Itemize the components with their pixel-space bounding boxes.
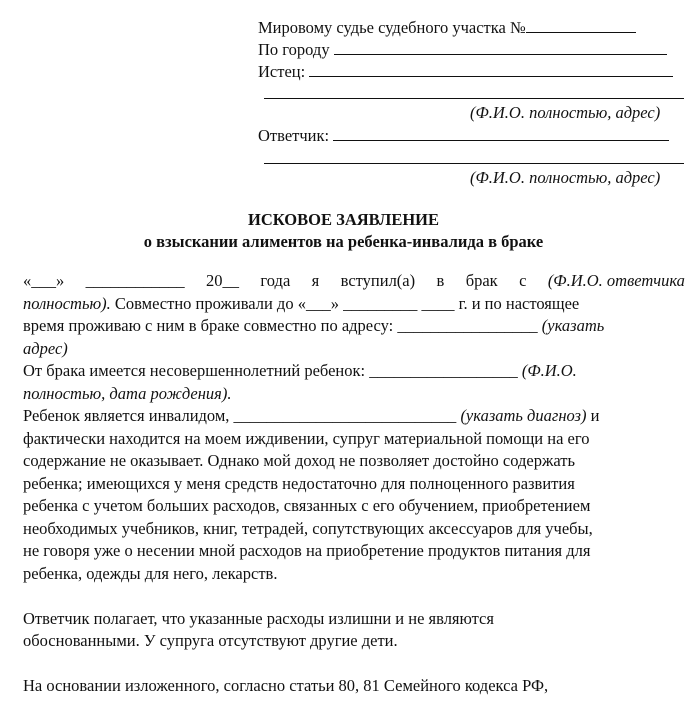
body-line-9: содержание не оказывает. Однако мой доход не позволяет достойно содержать bbox=[23, 451, 575, 470]
judge-label: Мировому судье судебного участка № bbox=[258, 18, 526, 37]
body-line-8: фактически находится на моем иждивении, супруг материальной помощи на его bbox=[23, 428, 590, 448]
defendant-line bbox=[258, 125, 669, 146]
paragraph-2-line-2: обоснованными. У супруга отсутствуют другие дети. bbox=[23, 631, 398, 650]
defendant-name-hint: (Ф.И.О. ответчика bbox=[547, 271, 685, 290]
diagnosis-hint: (указать диагноз) bbox=[460, 406, 587, 425]
address-hint-cont: адрес) bbox=[23, 338, 68, 358]
child-hint-cont: полностью, дата рождения). bbox=[23, 383, 232, 403]
body-line-1 bbox=[23, 270, 685, 293]
body-line-14: ребенка, одежды для него, лекарств. bbox=[23, 563, 278, 583]
defendant-blank bbox=[333, 125, 669, 141]
judge-plot-blank bbox=[526, 17, 636, 33]
word: я bbox=[311, 271, 320, 290]
body-line-3 bbox=[23, 315, 685, 338]
body-line-7 bbox=[23, 405, 685, 428]
body-line-6 bbox=[23, 383, 685, 406]
body-line-11: ребенка с учетом больших расходов, связанных с его обучением, приобретением bbox=[23, 496, 591, 515]
word: вступил(а) bbox=[340, 271, 416, 290]
word: с bbox=[519, 271, 527, 290]
defendant-extra-line bbox=[264, 163, 684, 164]
body-line-12: необходимых учебников, книг, тетрадей, сопутствующих аксессуаров для учебы, bbox=[23, 518, 593, 538]
city-line bbox=[258, 39, 667, 60]
defendant-note: (Ф.И.О. полностью, адрес) bbox=[470, 168, 661, 187]
document-title: ИСКОВОЕ ЗАЯВЛЕНИЕ bbox=[248, 210, 439, 229]
word: брак bbox=[465, 271, 498, 290]
defendant-name-hint-cont: полностью). bbox=[23, 293, 111, 313]
conjunction: и bbox=[590, 406, 600, 425]
word: года bbox=[260, 271, 291, 290]
body-line-10: ребенка; имеющихся у меня средств недостаточно для полноценного развития bbox=[23, 473, 575, 493]
marriage-month: ____________ bbox=[85, 271, 185, 290]
paragraph-gap bbox=[23, 653, 685, 676]
word: в bbox=[436, 271, 445, 290]
city-blank bbox=[334, 39, 667, 55]
plaintiff-note: (Ф.И.О. полностью, адрес) bbox=[470, 103, 661, 122]
document-subtitle: о взыскании алиментов на ребенка-инвалида в браке bbox=[143, 232, 544, 251]
paragraph-gap bbox=[23, 585, 685, 608]
body-line-4 bbox=[23, 338, 685, 361]
defendant-label: Ответчик: bbox=[258, 126, 330, 145]
plaintiff-extra-line bbox=[264, 98, 684, 99]
plaintiff-blank bbox=[309, 61, 673, 77]
disability-text: Ребенок является инвалидом, ___________________________ bbox=[23, 406, 457, 425]
body-line-13: не говоря уже о несении мной расходов на приобретение продуктов питания для bbox=[23, 541, 591, 560]
marriage-year: 20__ bbox=[206, 271, 240, 290]
address-text: время проживаю с ним в браке совместно по адресу: _________________ bbox=[23, 316, 538, 335]
child-hint: (Ф.И.О. bbox=[521, 361, 577, 380]
cohabitation-text: Совместно проживали до «___» _________ ____ г. и по настоящее bbox=[114, 293, 580, 313]
plaintiff-label: Истец: bbox=[258, 62, 306, 81]
city-label: По городу bbox=[258, 40, 330, 59]
body-line-2 bbox=[23, 293, 685, 316]
paragraph-3-line-1: На основании изложенного, согласно статьи 80, 81 Семейного кодекса РФ, bbox=[23, 676, 549, 695]
judge-line bbox=[258, 17, 636, 38]
address-hint: (указать bbox=[541, 316, 605, 335]
child-text: От брака имеется несовершеннолетний ребенок: __________________ bbox=[23, 361, 518, 380]
claim-body bbox=[23, 270, 685, 698]
paragraph-2-line-1: Ответчик полагает, что указанные расходы излишни и не являются bbox=[23, 608, 494, 628]
marriage-day: «___» bbox=[23, 271, 65, 290]
plaintiff-line bbox=[258, 61, 673, 82]
body-line-5 bbox=[23, 360, 685, 383]
